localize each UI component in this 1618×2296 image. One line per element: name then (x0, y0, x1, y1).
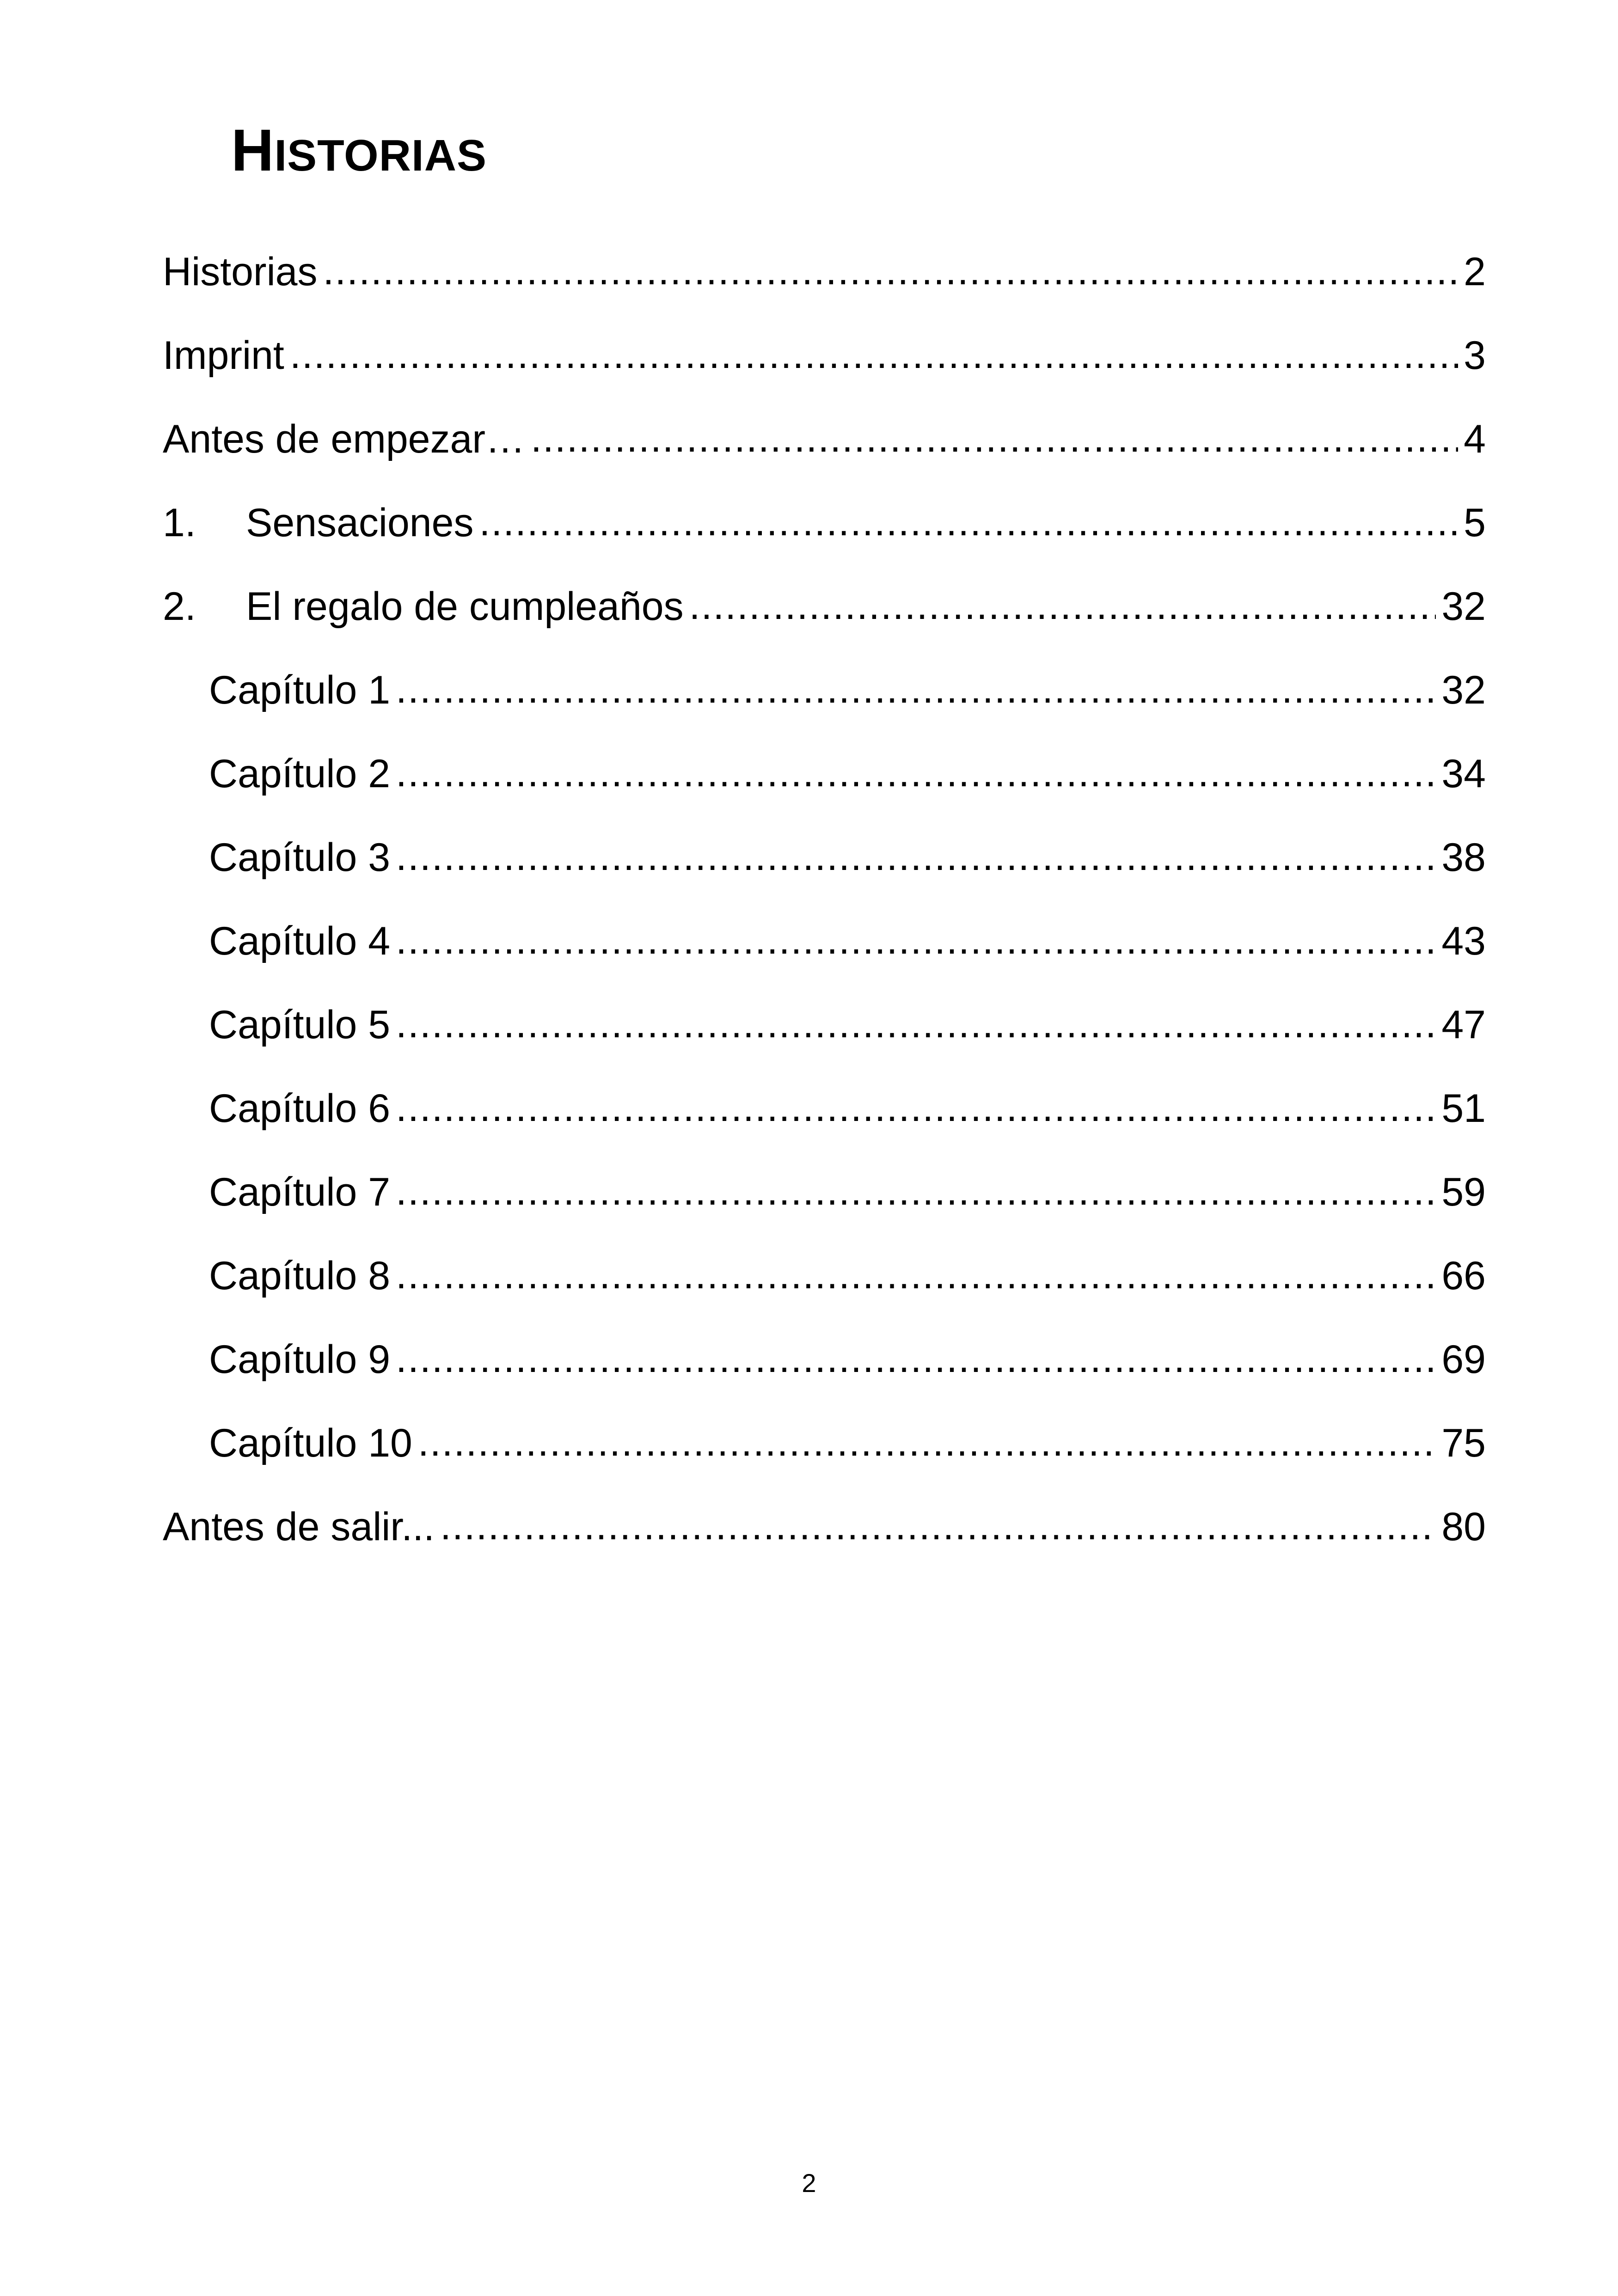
page-title-rest: ISTORIAS (274, 131, 487, 180)
toc-entry[interactable] (163, 1005, 1486, 1089)
toc-dot-leader (290, 335, 1458, 374)
toc-entry-label: Capítulo 9 (209, 1337, 391, 1382)
toc-entry-label: Historias (163, 250, 318, 294)
toc-entry[interactable] (163, 1423, 1486, 1507)
toc-entry-page-number: 32 (1441, 668, 1486, 712)
toc-entry-number: 2. (163, 584, 196, 629)
toc-dot-leader (440, 1506, 1436, 1546)
toc-dot-leader (396, 1171, 1436, 1211)
toc-entry-label: Capítulo 5 (209, 1003, 391, 1047)
toc-entry[interactable] (163, 1256, 1486, 1340)
toc-entry-page-number: 4 (1464, 417, 1486, 461)
toc-dot-leader (396, 837, 1436, 876)
toc-entry-number: 1. (163, 501, 196, 545)
toc-dot-leader (418, 1422, 1436, 1462)
toc-entry-label: Antes de empezar… (163, 417, 525, 461)
toc-entry[interactable] (163, 1507, 1486, 1591)
toc-entry[interactable] (163, 670, 1486, 754)
toc-dot-leader (689, 586, 1436, 625)
toc-entry-page-number: 38 (1441, 835, 1486, 880)
toc-entry-page-number: 80 (1441, 1505, 1486, 1549)
page-title-initial: H (231, 117, 275, 184)
toc-entry-label: Capítulo 4 (209, 919, 391, 963)
toc-dot-leader (396, 753, 1436, 793)
toc-entry[interactable] (163, 503, 1486, 587)
toc-entry[interactable] (163, 419, 1486, 503)
page-number: 2 (802, 2168, 816, 2198)
toc-entry-page-number: 51 (1441, 1086, 1486, 1131)
toc-entry-label: Antes de salir... (163, 1505, 435, 1549)
toc-entry-page-number: 5 (1464, 501, 1486, 545)
toc-entry-page-number: 34 (1441, 752, 1486, 796)
toc-entry-page-number: 75 (1441, 1421, 1486, 1465)
toc-entry[interactable] (163, 835, 1486, 921)
table-of-contents (163, 252, 1486, 1591)
toc-entry-label: El regalo de cumpleaños (246, 584, 684, 629)
toc-entry-page-number: 66 (1441, 1254, 1486, 1298)
toc-dot-leader (396, 1255, 1436, 1295)
toc-entry-label: Capítulo 6 (209, 1086, 391, 1131)
toc-dot-leader (396, 1339, 1436, 1378)
toc-entry-label: Capítulo 8 (209, 1254, 391, 1298)
toc-entry-label: Capítulo 1 (209, 668, 391, 712)
toc-entry[interactable] (163, 921, 1486, 1005)
toc-entry-label: Capítulo 10 (209, 1421, 412, 1465)
toc-entry-page-number: 69 (1441, 1337, 1486, 1382)
toc-dot-leader (396, 920, 1436, 960)
toc-entry[interactable] (163, 584, 1486, 670)
toc-dot-leader (323, 251, 1459, 291)
toc-dot-leader (531, 418, 1458, 458)
toc-dot-leader (479, 502, 1458, 542)
toc-entry-label: Capítulo 7 (209, 1170, 391, 1214)
toc-entry-page-number: 47 (1441, 1003, 1486, 1047)
toc-entry-label: Imprint (163, 333, 284, 378)
toc-entry[interactable] (163, 1172, 1486, 1256)
toc-entry[interactable] (163, 252, 1486, 336)
toc-entry-label: Capítulo 2 (209, 752, 391, 796)
toc-dot-leader (396, 1004, 1436, 1044)
toc-entry[interactable] (163, 1086, 1486, 1172)
toc-entry-page-number: 59 (1441, 1170, 1486, 1214)
toc-entry-page-number: 32 (1441, 584, 1486, 629)
toc-entry-page-number: 43 (1441, 919, 1486, 963)
toc-entry[interactable] (163, 754, 1486, 838)
toc-entry-label: Capítulo 3 (209, 835, 391, 880)
toc-entry-label: Sensaciones (246, 501, 474, 545)
toc-entry[interactable] (163, 1337, 1486, 1423)
toc-entry-page-number: 3 (1464, 333, 1486, 378)
toc-dot-leader (396, 1088, 1436, 1127)
toc-entry[interactable] (163, 333, 1486, 419)
page-title (231, 117, 487, 184)
toc-dot-leader (396, 669, 1436, 709)
toc-entry-page-number: 2 (1464, 250, 1486, 294)
